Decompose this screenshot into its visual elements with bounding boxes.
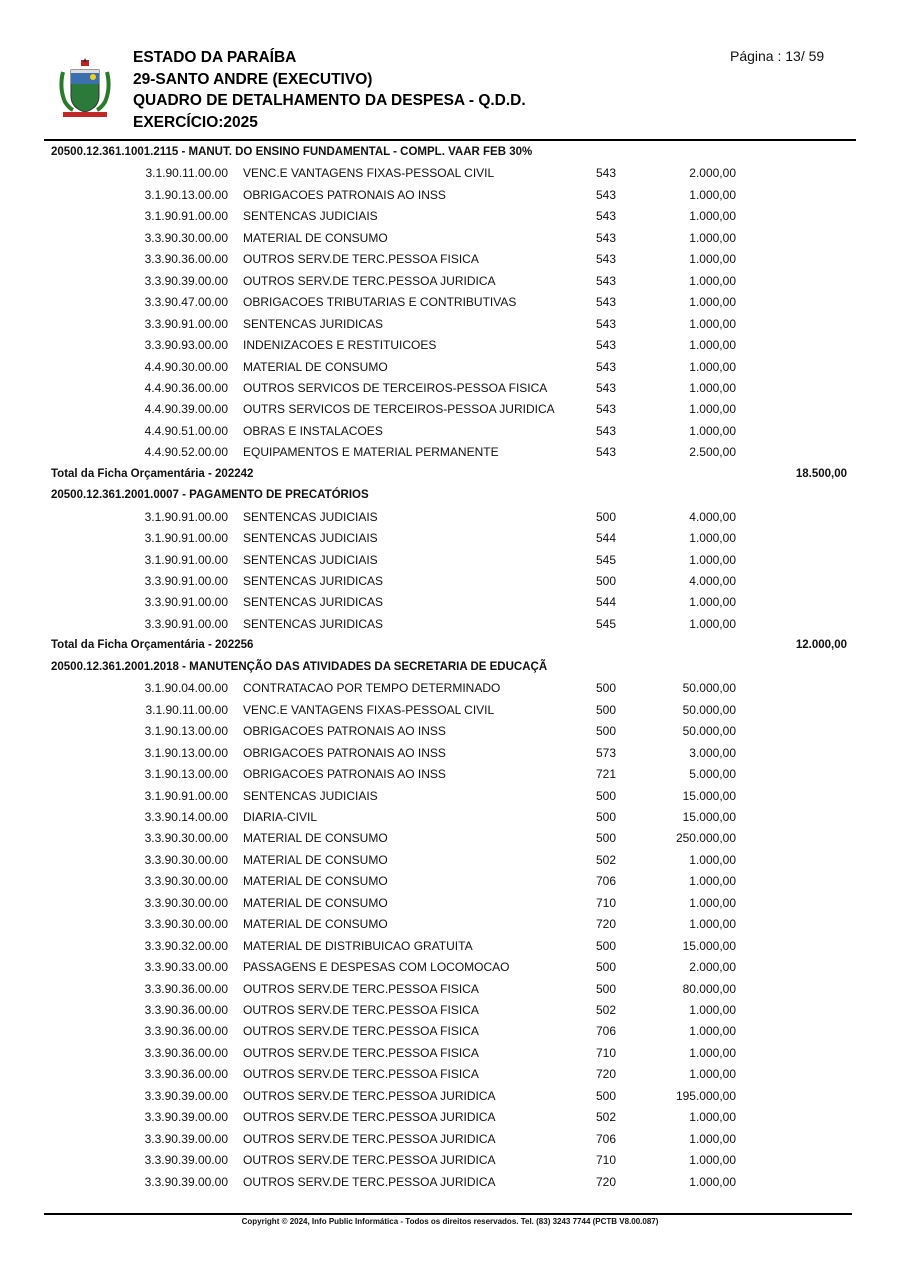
expense-description: OBRAS E INSTALACOES — [243, 423, 383, 438]
expense-code: 3.1.90.11.00.00 — [145, 702, 228, 717]
table-row — [0, 936, 900, 958]
expense-description: SENTENCAS JUDICIAIS — [243, 531, 378, 546]
table-row — [0, 764, 900, 786]
resource-source: 502 — [596, 852, 617, 867]
expense-code: 4.4.90.51.00.00 — [144, 423, 228, 438]
expense-value: 50.000,00 — [682, 724, 736, 739]
expense-code: 3.3.90.30.00.00 — [144, 831, 228, 846]
table-row — [0, 957, 900, 979]
table-row — [0, 1000, 900, 1022]
section-title: 20500.12.361.1001.2115 - MANUT. DO ENSINO FUNDAMENTAL - COMPL. VAAR FEB 30% — [51, 146, 533, 158]
table-row — [0, 1107, 900, 1129]
expense-description: OUTROS SERVICOS DE TERCEIROS-PESSOA FISICA — [243, 380, 548, 395]
expense-description: OBRIGACOES PATRONAIS AO INSS — [243, 724, 446, 739]
table-row — [0, 828, 900, 850]
resource-source: 721 — [596, 767, 617, 782]
expense-value: 2.500,00 — [689, 445, 736, 460]
resource-source: 710 — [596, 1153, 617, 1168]
table-row — [0, 292, 900, 314]
table-row — [0, 206, 900, 228]
table-row — [0, 721, 900, 743]
table-row — [0, 1064, 900, 1086]
expense-code: 3.3.90.93.00.00 — [144, 338, 228, 353]
expense-code: 3.3.90.33.00.00 — [144, 960, 228, 975]
table-row — [0, 249, 900, 271]
table-row — [0, 1172, 900, 1194]
expense-description: OUTROS SERV.DE TERC.PESSOA FISICA — [243, 981, 479, 996]
expense-code: 3.3.90.36.00.00 — [144, 1024, 228, 1039]
state-title: ESTADO DA PARAÍBA — [133, 49, 297, 66]
resource-source: 500 — [596, 981, 617, 996]
fiscal-year: EXERCÍCIO:2025 — [133, 113, 258, 131]
expense-code: 4.4.90.39.00.00 — [144, 402, 228, 417]
entity-title: 29-SANTO ANDRE (EXECUTIVO) — [133, 70, 373, 88]
expense-code: 4.4.90.36.00.00 — [144, 380, 228, 395]
expense-description: MATERIAL DE CONSUMO — [243, 230, 388, 245]
expense-code: 3.3.90.91.00.00 — [144, 616, 228, 631]
expense-description: OUTRS SERVICOS DE TERCEIROS-PESSOA JURIDICA — [243, 402, 555, 417]
resource-source: 500 — [596, 509, 617, 524]
expense-description: OUTROS SERV.DE TERC.PESSOA JURIDICA — [243, 1110, 496, 1125]
expense-value: 2.000,00 — [689, 960, 736, 975]
resource-source: 706 — [596, 874, 617, 889]
table-row — [0, 807, 900, 829]
resource-source: 543 — [596, 359, 617, 374]
table-row — [0, 228, 900, 250]
expense-value: 1.000,00 — [689, 187, 736, 202]
resource-source: 545 — [596, 616, 617, 631]
resource-source: 720 — [596, 917, 617, 932]
expense-value: 4.000,00 — [689, 509, 736, 524]
resource-source: 543 — [596, 423, 617, 438]
table-row — [0, 550, 900, 572]
section-header-row — [0, 142, 900, 164]
expense-value: 1.000,00 — [689, 616, 736, 631]
expense-code: 3.3.90.91.00.00 — [144, 574, 228, 588]
total-label: Total da Ficha Orçamentária - 202256 — [51, 639, 254, 652]
expense-code: 3.3.90.30.00.00 — [144, 895, 228, 910]
expense-description: OUTROS SERV.DE TERC.PESSOA FISICA — [243, 1024, 479, 1039]
resource-source: 543 — [596, 252, 617, 267]
table-row — [0, 914, 900, 936]
resource-source: 543 — [596, 230, 617, 245]
table-row — [0, 743, 900, 765]
resource-source: 500 — [596, 960, 617, 975]
section-title: 20500.12.361.2001.2018 - MANUTENÇÃO DAS ATIVIDADES DA SECRETARIA DE EDUCAÇÃ — [51, 660, 548, 673]
expense-value: 15.000,00 — [682, 938, 736, 953]
expense-description: DIARIA-CIVIL — [243, 809, 318, 824]
expense-description: OUTROS SERV.DE TERC.PESSOA FISICA — [243, 1045, 479, 1060]
table-row — [0, 871, 900, 893]
expense-value: 1.000,00 — [689, 1024, 736, 1039]
total-value: 18.500,00 — [795, 467, 847, 480]
table-row — [0, 314, 900, 336]
expense-description: OUTROS SERV.DE TERC.PESSOA FISICA — [243, 1067, 479, 1082]
expense-value: 2.000,00 — [689, 166, 736, 181]
table-row — [0, 442, 900, 464]
resource-source: 500 — [596, 681, 617, 696]
resource-source: 502 — [596, 1003, 617, 1017]
expense-code: 3.3.90.39.00.00 — [144, 273, 228, 288]
resource-source: 543 — [596, 273, 617, 288]
expense-value: 1.000,00 — [689, 316, 736, 331]
expense-description: OBRIGACOES PATRONAIS AO INSS — [243, 187, 446, 202]
expense-description: OUTROS SERV.DE TERC.PESSOA JURIDICA — [243, 1131, 496, 1146]
expense-description: OBRIGACOES PATRONAIS AO INSS — [243, 767, 446, 782]
resource-source: 543 — [596, 316, 617, 331]
resource-source: 543 — [596, 380, 617, 395]
expense-value: 3.000,00 — [689, 745, 736, 760]
report-header — [0, 0, 900, 140]
expense-value: 1.000,00 — [689, 895, 736, 910]
expense-description: OUTROS SERV.DE TERC.PESSOA FISICA — [243, 1003, 479, 1017]
expense-value: 1.000,00 — [689, 1067, 736, 1082]
resource-source: 500 — [596, 809, 617, 824]
expense-description: VENC.E VANTAGENS FIXAS-PESSOAL CIVIL — [243, 702, 495, 717]
resource-source: 544 — [596, 531, 617, 546]
expense-description: SENTENCAS JURIDICAS — [243, 574, 384, 588]
resource-source: 500 — [596, 724, 617, 739]
expense-code: 3.1.90.13.00.00 — [144, 187, 228, 202]
expense-code: 4.4.90.52.00.00 — [144, 445, 228, 460]
resource-source: 543 — [596, 445, 617, 460]
expense-value: 1.000,00 — [689, 874, 736, 889]
table-row — [0, 678, 900, 700]
resource-source: 543 — [596, 402, 617, 417]
resource-source: 543 — [596, 166, 617, 181]
expense-value: 1.000,00 — [689, 552, 736, 567]
expense-description: SENTENCAS JURIDICAS — [243, 316, 384, 331]
expense-value: 50.000,00 — [682, 702, 736, 717]
table-row — [0, 507, 900, 529]
table-row — [0, 1043, 900, 1065]
resource-source: 500 — [596, 1088, 617, 1103]
expense-description: MATERIAL DE CONSUMO — [243, 874, 388, 889]
resource-source: 706 — [596, 1131, 617, 1146]
expense-value: 15.000,00 — [682, 809, 736, 824]
expense-value: 1.000,00 — [689, 295, 736, 310]
expense-code: 3.3.90.30.00.00 — [144, 852, 228, 867]
expense-value: 1.000,00 — [689, 209, 736, 224]
expense-value: 1.000,00 — [689, 1045, 736, 1060]
header-divider — [44, 139, 856, 141]
resource-source: 706 — [596, 1024, 617, 1039]
expense-description: MATERIAL DE CONSUMO — [243, 831, 388, 846]
expense-description: OUTROS SERV.DE TERC.PESSOA JURIDICA — [243, 1153, 496, 1168]
resource-source: 720 — [596, 1174, 617, 1189]
expense-value: 1.000,00 — [689, 359, 736, 374]
table-row — [0, 399, 900, 421]
expense-code: 3.1.90.91.00.00 — [144, 552, 228, 567]
expense-value: 1.000,00 — [689, 1110, 736, 1125]
resource-source: 500 — [596, 574, 617, 588]
expense-description: MATERIAL DE DISTRIBUICAO GRATUITA — [243, 938, 473, 953]
expense-description: INDENIZACOES E RESTITUICOES — [243, 338, 437, 353]
table-row — [0, 357, 900, 379]
resource-source: 710 — [596, 895, 617, 910]
table-row — [0, 700, 900, 722]
expense-value: 50.000,00 — [682, 681, 736, 696]
resource-source: 544 — [596, 595, 617, 610]
expense-code: 3.3.90.39.00.00 — [144, 1110, 228, 1125]
table-row — [0, 614, 900, 636]
section-header-row — [0, 657, 900, 679]
expense-code: 3.1.90.91.00.00 — [144, 509, 228, 524]
total-row — [0, 635, 900, 657]
section-title: 20500.12.361.2001.0007 - PAGAMENTO DE PRECATÓRIOS — [51, 489, 369, 502]
report-titles — [133, 47, 526, 133]
table-row — [0, 850, 900, 872]
expense-description: OUTROS SERV.DE TERC.PESSOA FISICA — [243, 252, 479, 267]
expense-value: 1.000,00 — [689, 338, 736, 353]
expense-value: 1.000,00 — [689, 1003, 736, 1017]
expense-code: 3.1.90.11.00.00 — [145, 166, 228, 181]
expense-code: 3.3.90.39.00.00 — [144, 1088, 228, 1103]
expense-value: 250.000,00 — [675, 831, 736, 846]
resource-source: 500 — [596, 938, 617, 953]
expense-code: 3.3.90.30.00.00 — [144, 874, 228, 889]
resource-source: 502 — [596, 1110, 617, 1125]
expense-description: PASSAGENS E DESPESAS COM LOCOMOCAO — [243, 960, 510, 975]
table-row — [0, 271, 900, 293]
expense-description: SENTENCAS JUDICIAIS — [243, 552, 378, 567]
total-value: 12.000,00 — [795, 639, 847, 652]
expense-description: OUTROS SERV.DE TERC.PESSOA JURIDICA — [243, 1174, 496, 1189]
table-row — [0, 979, 900, 1001]
expense-value: 195.000,00 — [675, 1088, 736, 1103]
expense-value: 1.000,00 — [689, 1131, 736, 1146]
expense-description: OBRIGACOES PATRONAIS AO INSS — [243, 745, 446, 760]
paraiba-state-crest-icon — [55, 58, 115, 120]
resource-source: 573 — [596, 745, 617, 760]
expense-value: 1.000,00 — [689, 531, 736, 546]
resource-source: 543 — [596, 209, 617, 224]
expense-code: 3.3.90.30.00.00 — [144, 230, 228, 245]
resource-source: 720 — [596, 1067, 617, 1082]
expense-value: 1.000,00 — [689, 595, 736, 610]
table-row — [0, 1086, 900, 1108]
resource-source: 543 — [596, 338, 617, 353]
expense-code: 3.3.90.36.00.00 — [144, 1067, 228, 1082]
expense-code: 3.3.90.47.00.00 — [144, 295, 228, 310]
expense-description: SENTENCAS JUDICIAIS — [243, 509, 378, 524]
expense-value: 4.000,00 — [689, 574, 736, 588]
expense-value: 80.000,00 — [682, 981, 736, 996]
table-row — [0, 1129, 900, 1151]
expense-code: 3.3.90.39.00.00 — [144, 1131, 228, 1146]
table-row — [0, 1150, 900, 1172]
table-row — [0, 528, 900, 550]
expense-code: 3.1.90.91.00.00 — [144, 788, 228, 803]
footer-divider — [44, 1213, 852, 1215]
expense-code: 3.3.90.91.00.00 — [144, 595, 228, 610]
expense-description: SENTENCAS JURIDICAS — [243, 595, 384, 610]
expense-description: SENTENCAS JUDICIAIS — [243, 209, 378, 224]
expense-description: MATERIAL DE CONSUMO — [243, 917, 388, 932]
expense-value: 1.000,00 — [689, 1153, 736, 1168]
expense-code: 4.4.90.30.00.00 — [144, 359, 228, 374]
expense-description: OUTROS SERV.DE TERC.PESSOA JURIDICA — [243, 1088, 496, 1103]
expense-value: 1.000,00 — [689, 917, 736, 932]
expense-description: MATERIAL DE CONSUMO — [243, 895, 388, 910]
table-row — [0, 1021, 900, 1043]
table-row — [0, 786, 900, 808]
expense-code: 3.1.90.91.00.00 — [144, 209, 228, 224]
expense-code: 3.1.90.13.00.00 — [144, 745, 228, 760]
report-title: QUADRO DE DETALHAMENTO DA DESPESA - Q.D.D. — [133, 92, 526, 109]
expense-description: VENC.E VANTAGENS FIXAS-PESSOAL CIVIL — [243, 166, 495, 181]
expense-description: SENTENCAS JURIDICAS — [243, 616, 384, 631]
expense-value: 1.000,00 — [689, 402, 736, 417]
expense-code: 3.3.90.39.00.00 — [144, 1174, 228, 1189]
expense-value: 1.000,00 — [689, 230, 736, 245]
expense-value: 1.000,00 — [689, 252, 736, 267]
expense-description: CONTRATACAO POR TEMPO DETERMINADO — [243, 681, 501, 696]
expense-value: 5.000,00 — [689, 767, 736, 782]
expense-code: 3.1.90.13.00.00 — [144, 767, 228, 782]
expense-description: OBRIGACOES TRIBUTARIAS E CONTRIBUTIVAS — [243, 295, 517, 310]
table-row — [0, 571, 900, 593]
expense-code: 3.3.90.36.00.00 — [144, 981, 228, 996]
expense-value: 1.000,00 — [689, 852, 736, 867]
expense-description: MATERIAL DE CONSUMO — [243, 852, 388, 867]
expense-code: 3.3.90.36.00.00 — [144, 1045, 228, 1060]
expense-value: 1.000,00 — [689, 1174, 736, 1189]
expense-value: 1.000,00 — [689, 380, 736, 395]
expense-code: 3.1.90.13.00.00 — [144, 724, 228, 739]
expense-description: EQUIPAMENTOS E MATERIAL PERMANENTE — [243, 445, 499, 460]
expense-code: 3.3.90.30.00.00 — [144, 917, 228, 932]
expense-value: 15.000,00 — [682, 788, 736, 803]
expense-description: OUTROS SERV.DE TERC.PESSOA JURIDICA — [243, 273, 496, 288]
expense-value: 1.000,00 — [689, 273, 736, 288]
section-header-row — [0, 485, 900, 507]
expense-code: 3.1.90.04.00.00 — [144, 681, 228, 696]
expense-code: 3.3.90.36.00.00 — [144, 252, 228, 267]
expense-code: 3.3.90.91.00.00 — [144, 316, 228, 331]
table-row — [0, 592, 900, 614]
total-label: Total da Ficha Orçamentária - 202242 — [51, 467, 254, 480]
resource-source: 545 — [596, 552, 617, 567]
page-number: Página : 13/ 59 — [730, 48, 825, 64]
table-row — [0, 335, 900, 357]
expense-code: 3.3.90.32.00.00 — [144, 938, 228, 953]
copyright-footer: Copyright © 2024, Info Public Informática - Todos os direitos reservados. Tel. (83) 3243 7744 (PCTB V8.00.087) — [241, 1217, 659, 1226]
resource-source: 500 — [596, 702, 617, 717]
expense-description: SENTENCAS JUDICIAIS — [243, 788, 378, 803]
resource-source: 500 — [596, 788, 617, 803]
resource-source: 710 — [596, 1045, 617, 1060]
table-row — [0, 185, 900, 207]
resource-source: 543 — [596, 295, 617, 310]
table-row — [0, 421, 900, 443]
table-row — [0, 378, 900, 400]
table-row — [0, 893, 900, 915]
expense-description: MATERIAL DE CONSUMO — [243, 359, 388, 374]
table-row — [0, 163, 900, 185]
expense-code: 3.3.90.36.00.00 — [144, 1003, 228, 1017]
resource-source: 543 — [596, 187, 617, 202]
expense-value: 1.000,00 — [689, 423, 736, 438]
expense-code: 3.1.90.91.00.00 — [144, 531, 228, 546]
total-row — [0, 464, 900, 486]
expense-code: 3.3.90.14.00.00 — [144, 809, 228, 824]
resource-source: 500 — [596, 831, 617, 846]
expense-code: 3.3.90.39.00.00 — [144, 1153, 228, 1168]
